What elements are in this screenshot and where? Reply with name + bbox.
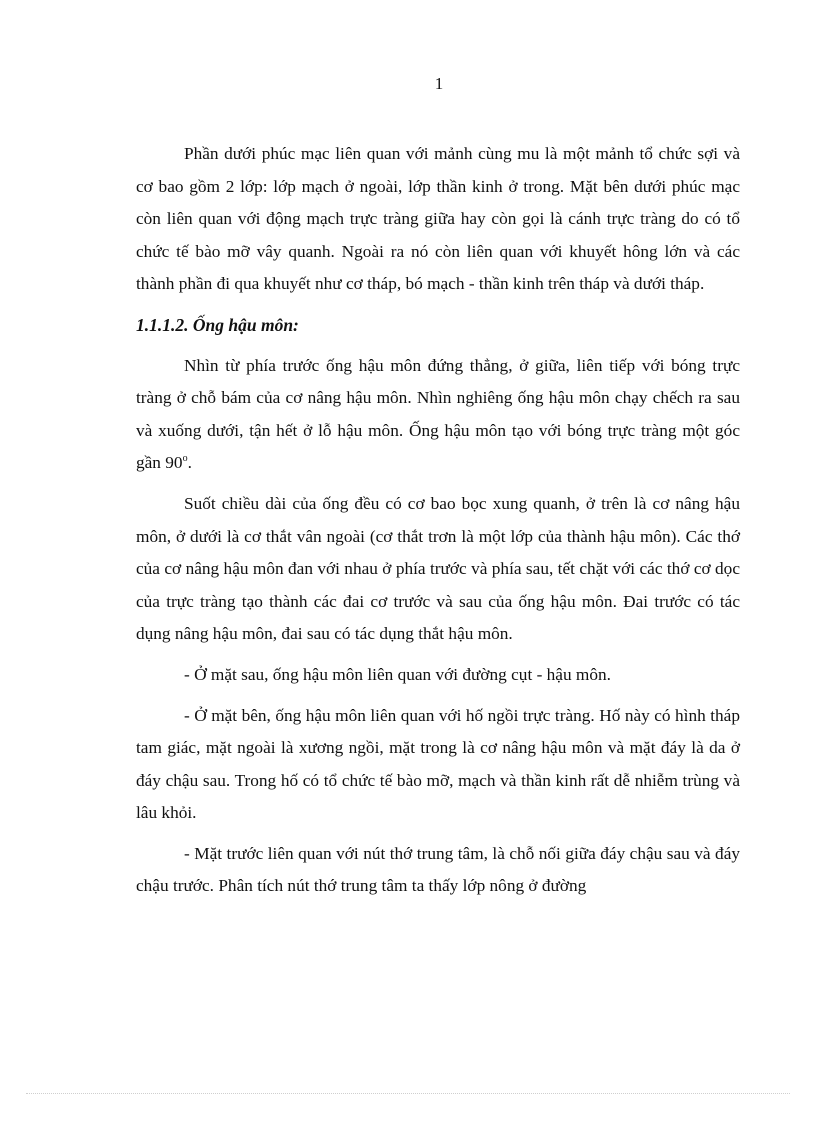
paragraph-4: - Ở mặt sau, ống hậu môn liên quan với đường cụt - hậu môn. (184, 664, 611, 684)
degree-superscript: o (182, 453, 188, 465)
paragraph-2 (136, 350, 740, 480)
paragraph-2-text: Nhìn từ phía trước ống hậu môn đứng thẳng, ở giữa, liên tiếp với bóng trực tràng ở chỗ bám của cơ nâng hậu môn. Nhìn nghiêng ống hậu môn chạy chếch ra sau và xuống dưới, tận hết ở lỗ hậu môn. Ống hậu môn tạo với bóng trực tràng một góc gần 90 (136, 355, 740, 473)
section-heading: 1.1.1.2. Ống hậu môn: (136, 314, 299, 335)
page-number: 1 (434, 74, 444, 93)
paragraph-3: Suốt chiều dài của ống đều có cơ bao bọc xung quanh, ở trên là cơ nâng hậu môn, ở dưới là cơ thắt vân ngoài (cơ thắt trơn là một lớp của thành hậu môn). Các thớ của cơ nâng hậu môn đan với nhau ở phía trước và phía sau, tết chặt với các thớ cơ dọc của trực tràng tạo thành các đai cơ trước và sau của ống hậu môn. Đai trước có tác dụng nâng hậu môn, đai sau có tác dụng thắt hậu môn. (136, 493, 740, 644)
paragraph-5: - Ở mặt bên, ống hậu môn liên quan với hố ngồi trực tràng. Hố này có hình tháp tam giác, mặt ngoài là xương ngồi, mặt trong là cơ nâng hậu môn và mặt đáy là da ở đáy chậu sau. Trong hố có tổ chức tế bào mỡ, mạch và thần kinh rất dễ nhiễm trùng và lâu khỏi. (136, 705, 740, 823)
paragraph-1: Phần dưới phúc mạc liên quan với mảnh cùng mu là một mảnh tổ chức sợi và cơ bao gồm 2 lớp: lớp mạch ở ngoài, lớp thần kinh ở trong. Mặt bên dưới phúc mạc còn liên quan với động mạch trực tràng giữa hay còn gọi là cánh trực tràng do có tổ chức tế bào mỡ vây quanh. Ngoài ra nó còn liên quan với khuyết hông lớn và các thành phần đi qua khuyết như cơ tháp, bó mạch - thần kinh trên tháp và dưới tháp. (136, 144, 740, 294)
paragraph-6: - Mặt trước liên quan với nút thớ trung tâm, là chỗ nối giữa đáy chậu sau và đáy chậu trước. Phân tích nút thớ trung tâm ta thấy lớp nông ở đường (136, 843, 740, 896)
paragraph-2-end: . (187, 453, 192, 473)
page-bottom-divider (26, 1093, 790, 1094)
document-body (136, 138, 740, 903)
